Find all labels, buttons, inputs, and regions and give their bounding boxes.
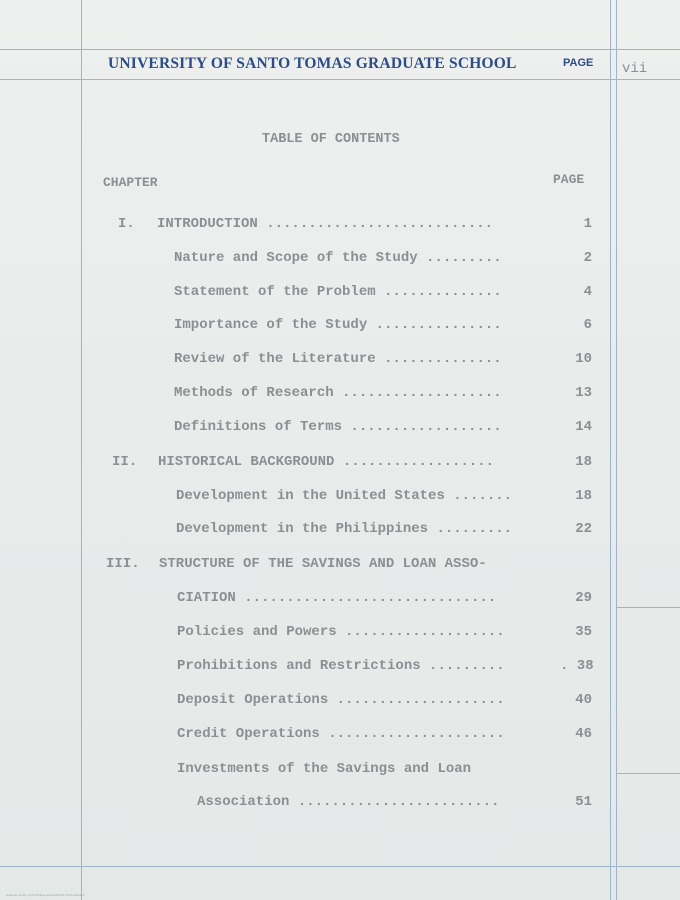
footer-note: National Library of the Philippines AUSDPR 07/unmodelled	[6, 893, 85, 897]
entry-page: 22	[575, 521, 592, 537]
entry-label: INTRODUCTION ...........................	[157, 216, 494, 232]
entry-label: Definitions of Terms ..................	[174, 419, 502, 435]
entry-label: Development in the Philippines .........	[176, 521, 513, 537]
entry-page: 40	[575, 692, 592, 708]
entry-page: 4	[583, 284, 592, 300]
page-column-heading: PAGE	[553, 172, 585, 187]
entry-label: Association ........................	[197, 794, 500, 810]
entry-label: Credit Operations .....................	[177, 726, 505, 742]
header-bottom-line	[0, 79, 680, 80]
header-top-line	[0, 49, 680, 50]
entry-page: 18	[575, 488, 592, 504]
footer-line	[0, 866, 680, 867]
entry-label: Statement of the Problem ..............	[174, 284, 502, 300]
entry-page: 2	[583, 250, 592, 266]
entry-page: 51	[575, 794, 592, 810]
toc-entry	[0, 590, 680, 612]
toc-entry	[0, 726, 680, 748]
toc-title: TABLE OF CONTENTS	[262, 132, 400, 147]
entry-page: 13	[575, 385, 592, 401]
chapter-number: II.	[112, 454, 138, 470]
toc-entry	[0, 658, 680, 680]
entry-page: 18	[575, 454, 592, 470]
entry-label: Development in the United States .......	[176, 488, 513, 504]
header-page-label: PAGE	[563, 57, 594, 69]
entry-page: 35	[575, 624, 592, 640]
toc-entry	[0, 419, 680, 441]
toc-entry	[0, 556, 680, 578]
entry-label: Deposit Operations ....................	[177, 692, 505, 708]
entry-label: Investments of the Savings and Loan	[177, 761, 472, 777]
entry-page: 46	[575, 726, 592, 742]
entry-label: STRUCTURE OF THE SAVINGS AND LOAN ASSO-	[159, 556, 487, 572]
entry-page: 1	[583, 216, 592, 232]
entry-page: 10	[575, 351, 592, 367]
toc-entry	[0, 761, 680, 783]
toc-entry	[0, 385, 680, 407]
entry-page: 6	[583, 317, 592, 333]
toc-entry	[0, 317, 680, 339]
chapter-number: III.	[106, 556, 140, 572]
chapter-column-heading: CHAPTER	[103, 175, 158, 190]
entry-label: Prohibitions and Restrictions .........	[177, 658, 505, 674]
toc-entry	[0, 250, 680, 272]
entry-label: CIATION ..............................	[177, 590, 497, 606]
toc-entry	[0, 284, 680, 306]
entry-page: 29	[575, 590, 592, 606]
toc-entry	[0, 624, 680, 646]
entry-label: Review of the Literature ..............	[174, 351, 502, 367]
entry-label: HISTORICAL BACKGROUND ..................	[158, 454, 495, 470]
entry-label: Policies and Powers ...................	[177, 624, 505, 640]
toc-entry	[0, 216, 680, 238]
toc-entry	[0, 488, 680, 510]
toc-entry	[0, 454, 680, 476]
toc-entry	[0, 521, 680, 543]
toc-entry	[0, 794, 680, 816]
entry-label: Nature and Scope of the Study .........	[174, 250, 502, 266]
header-title: UNIVERSITY OF SANTO TOMAS GRADUATE SCHOOL	[108, 55, 517, 72]
toc-entry	[0, 351, 680, 373]
entry-page: . 38	[560, 658, 594, 674]
entry-page: 14	[575, 419, 592, 435]
entry-label: Methods of Research ...................	[174, 385, 502, 401]
chapter-number: I.	[118, 216, 135, 232]
entry-label: Importance of the Study ...............	[174, 317, 502, 333]
header-page-number: vii	[622, 61, 648, 77]
toc-entry	[0, 692, 680, 714]
